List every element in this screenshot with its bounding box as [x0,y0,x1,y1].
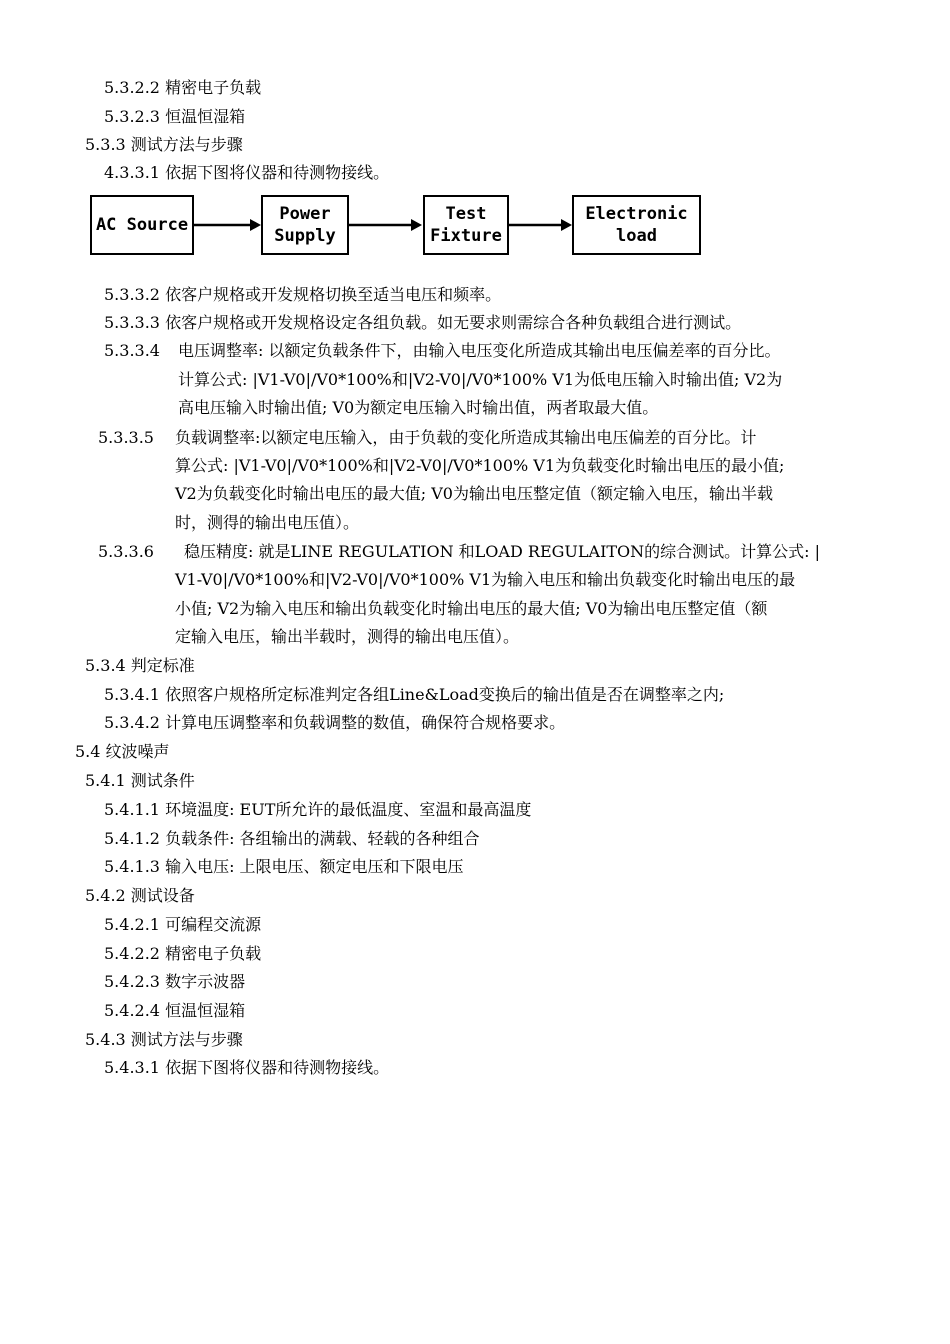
item-5-3-3-5-number: 5.3.3.5 [98,428,154,447]
arrow-icon [349,215,423,235]
arrow-icon [509,215,573,235]
item-5-3-3-5-line: V2为负载变化时输出电压的最大值; V0为输出电压整定值（额定输入电压，输出半载 [175,484,773,503]
item-5-4-1-2: 5.4.1.2 负载条件: 各组输出的满载、轻载的各种组合 [104,829,480,848]
item-5-4-2-4: 5.4.2.4 恒温恒湿箱 [104,1001,246,1020]
diagram-box-electronic-load: Electronic load [572,195,701,255]
heading-5-4: 5.4 纹波噪声 [75,742,170,761]
diagram-box-power-supply: Power Supply [261,195,349,255]
heading-5-4-2: 5.4.2 测试设备 [85,886,195,905]
item-5-3-3-5-line: 算公式: |V1-V0|/V0*100%和|V2-V0|/V0*100% V1为负载变化时输出电压的最小值; [175,456,785,475]
item-5-3-3-4-number: 5.3.3.4 [104,341,160,360]
item-5-3-3-6-line: 小值; V2为输入电压和输出负载变化时输出电压的最大值; V0为输出电压整定值（额 [175,599,768,618]
item-4-3-3-1: 4.3.3.1 依据下图将仪器和待测物接线。 [104,163,390,182]
item-5-3-4-1: 5.3.4.1 依照客户规格所定标准判定各组Line&Load变换后的输出值是否在调整率之内; [104,685,725,704]
item-5-3-2-3: 5.3.2.3 恒温恒湿箱 [104,107,246,126]
item-5-3-3-4-line: 高电压输入时输出值; V0为额定电压输入时输出值，两者取最大值。 [178,398,659,417]
item-5-3-3-5-line: 时，测得的输出电压值）。 [175,513,360,532]
diagram-box-test-fixture: Test Fixture [423,195,509,255]
arrow-icon [194,215,262,235]
item-5-3-3-4-line: 电压调整率: 以额定负载条件下，由输入电压变化所造成其输出电压偏差率的百分比。 [178,341,781,360]
item-5-3-3-6-line: 稳压精度: 就是LINE REGULATION 和LOAD REGULAITON的综合测试。计算公式: | [184,542,821,561]
item-5-4-2-3: 5.4.2.3 数字示波器 [104,972,246,991]
item-5-3-3-5-line: 负载调整率:以额定电压输入，由于负载的变化所造成其输出电压偏差的百分比。计 [175,428,757,447]
item-5-3-3-6-line: V1-V0|/V0*100%和|V2-V0|/V0*100% V1为输入电压和输出负载变化时输出电压的最 [175,570,796,589]
item-5-4-1-1: 5.4.1.1 环境温度: EUT所允许的最低温度、室温和最高温度 [104,800,532,819]
item-5-4-1-3: 5.4.1.3 输入电压: 上限电压、额定电压和下限电压 [104,857,464,876]
item-5-4-3-1: 5.4.3.1 依据下图将仪器和待测物接线。 [104,1058,390,1077]
heading-5-3-3: 5.3.3 测试方法与步骤 [85,135,243,154]
item-5-3-3-4-line: 计算公式: |V1-V0|/V0*100%和|V2-V0|/V0*100% V1为低电压输入时输出值; V2为 [178,370,783,389]
item-5-3-4-2: 5.3.4.2 计算电压调整率和负载调整的数值，确保符合规格要求。 [104,713,566,732]
item-5-3-3-6-line: 定输入电压，输出半载时，测得的输出电压值）。 [175,627,520,646]
item-5-3-3-2: 5.3.3.2 依客户规格或开发规格切换至适当电压和频率。 [104,285,502,304]
item-5-3-3-6-number: 5.3.3.6 [98,542,154,561]
item-5-3-3-3: 5.3.3.3 依客户规格或开发规格设定各组负载。如无要求则需综合各种负载组合进行测试。 [104,313,742,332]
item-5-4-2-2: 5.4.2.2 精密电子负载 [104,944,262,963]
item-5-3-2-2: 5.3.2.2 精密电子负载 [104,78,262,97]
heading-5-3-4: 5.3.4 判定标准 [85,656,195,675]
heading-5-4-1: 5.4.1 测试条件 [85,771,195,790]
item-5-4-2-1: 5.4.2.1 可编程交流源 [104,915,262,934]
diagram-box-ac-source: AC Source [90,195,194,255]
heading-5-4-3: 5.4.3 测试方法与步骤 [85,1030,243,1049]
